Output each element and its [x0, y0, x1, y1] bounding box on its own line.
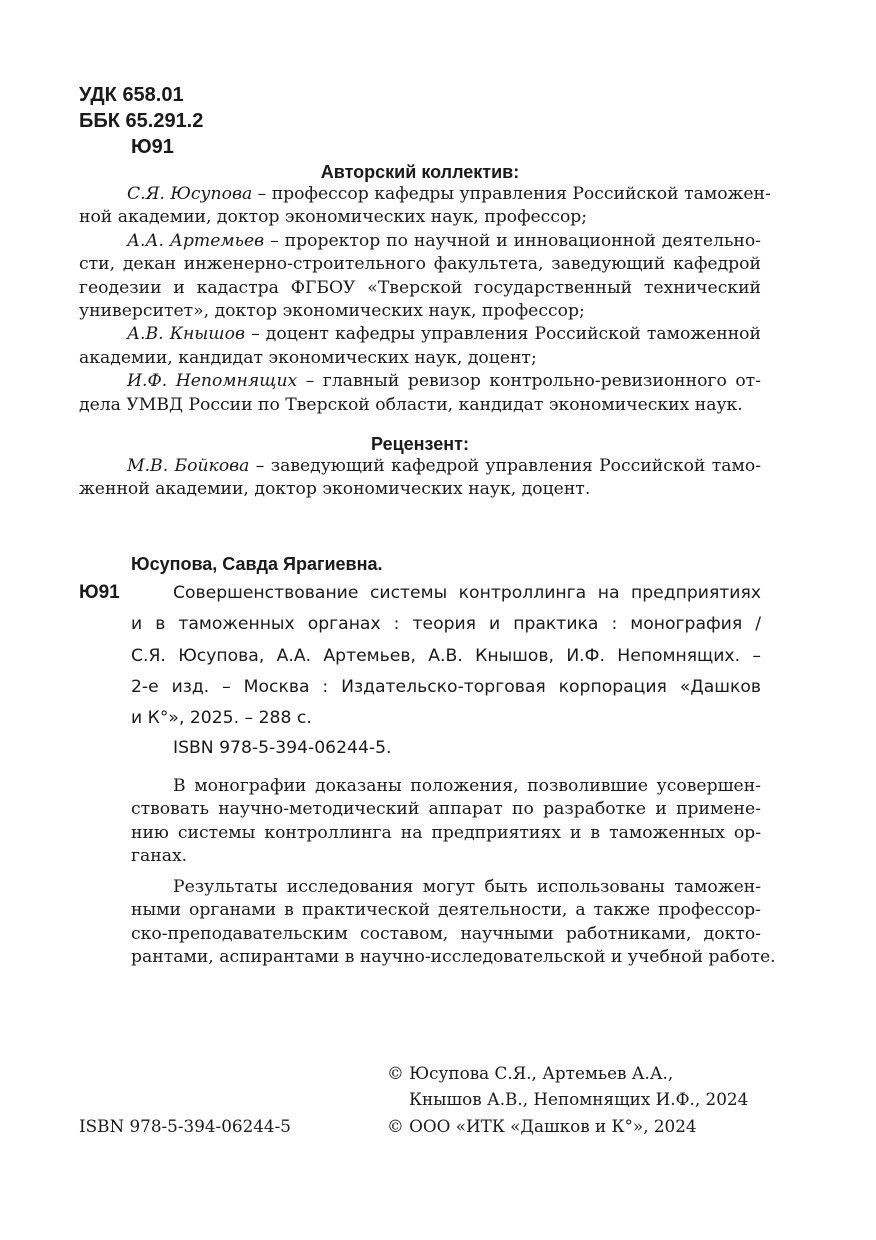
author-name: И.Ф. Непомнящих [127, 371, 298, 392]
reviewer-line: М.В. Бойкова – заведующий кафедрой управления Российской тамо- [127, 456, 761, 476]
copyright-authors-line-1: © Юсупова С.Я., Артемьев А.А., [387, 1063, 674, 1083]
author-sign: Ю91 [131, 136, 174, 158]
catalog-line: и К°», 2025. – 288 с. [131, 708, 312, 729]
author-line: дела УМВД России по Тверской области, кандидат экономических наук. [79, 394, 743, 415]
catalog-description [131, 578, 761, 734]
bbk-code: ББК 65.291.2 [79, 110, 204, 132]
reviewer-name: М.В. Бойкова [127, 456, 250, 476]
classification-block [79, 82, 203, 160]
catalog-line: Совершенствование системы контроллинга на предприятиях [173, 583, 761, 603]
annotation-line: Результаты исследования могут быть использованы таможен- [173, 877, 761, 897]
author-line: геодезии и кадастра ФГБОУ «Тверской государственный технический [79, 277, 761, 298]
catalog-line: 2-е изд. – Москва : Издательско-торговая корпорация «Дашков [131, 676, 761, 697]
author-name: А.А. Артемьев [127, 230, 265, 251]
author-line: А.А. Артемьев – проректор по научной и инновационной деятельно- [127, 230, 761, 251]
annotation-line: нию системы контроллинга на предприятиях и в таможенных ор- [131, 822, 761, 843]
catalog-isbn: ISBN 978-5-394-06244-5. [173, 738, 392, 758]
author-line: А.В. Кнышов – доцент кафедры управления Российской таможенной [127, 324, 761, 345]
catalog-author-heading: Юсупова, Савда Ярагиевна. [131, 554, 383, 574]
udk-code: УДК 658.01 [79, 84, 184, 106]
author-line: академии, кандидат экономических наук, доцент; [79, 347, 537, 368]
copyright-publisher: © ООО «ИТК «Дашков и К°», 2024 [387, 1116, 697, 1136]
authors-list [79, 183, 771, 417]
author-name: А.В. Кнышов [127, 324, 245, 345]
reviewer-list [79, 455, 761, 502]
copyright-authors-line-2: Кнышов А.В., Непомнящих И.Ф., 2024 [409, 1089, 749, 1109]
author-line: С.Я. Юсупова – профессор кафедры управления Российской таможен- [127, 184, 771, 204]
author-line: университет», доктор экономических наук, профессор; [79, 301, 585, 322]
annotation-paragraph-2 [131, 876, 776, 970]
catalog-code: Ю91 [79, 582, 120, 603]
author-name: С.Я. Юсупова [127, 184, 253, 204]
annotation-line: В монографии доказаны положения, позволившие усовершен- [173, 776, 761, 796]
annotation-line: рантами, аспирантами в научно-исследовательской и учебной работе. [131, 947, 776, 968]
annotation-paragraph-1 [131, 775, 761, 869]
annotation-line: ганах. [131, 846, 188, 867]
annotation-line: ными органами в практической деятельности, а также профессор- [131, 900, 761, 921]
author-line: ной академии, доктор экономических наук, профессор; [79, 207, 588, 228]
author-line: сти, декан инженерно-строительного факультета, заведующий кафедрой [79, 254, 761, 275]
author-line: И.Ф. Непомнящих – главный ревизор контрольно-ревизионного от- [127, 371, 761, 392]
reviewer-heading: Рецензент: [371, 434, 469, 454]
annotation-line: ско-преподавательским составом, научными работниками, докто- [131, 923, 761, 944]
reviewer-line: женной академии, доктор экономических наук, доцент. [79, 479, 591, 500]
authors-heading: Авторский коллектив: [320, 162, 520, 182]
footer-isbn: ISBN 978-5-394-06244-5 [79, 1116, 291, 1136]
catalog-line: С.Я. Юсупова, А.А. Артемьев, А.В. Кнышов, И.Ф. Непомнящих. – [131, 645, 761, 666]
catalog-line: и в таможенных органах : теория и практика : монография / [131, 614, 761, 635]
annotation-line: ствовать научно-методический аппарат по разработке и примене- [131, 799, 761, 820]
